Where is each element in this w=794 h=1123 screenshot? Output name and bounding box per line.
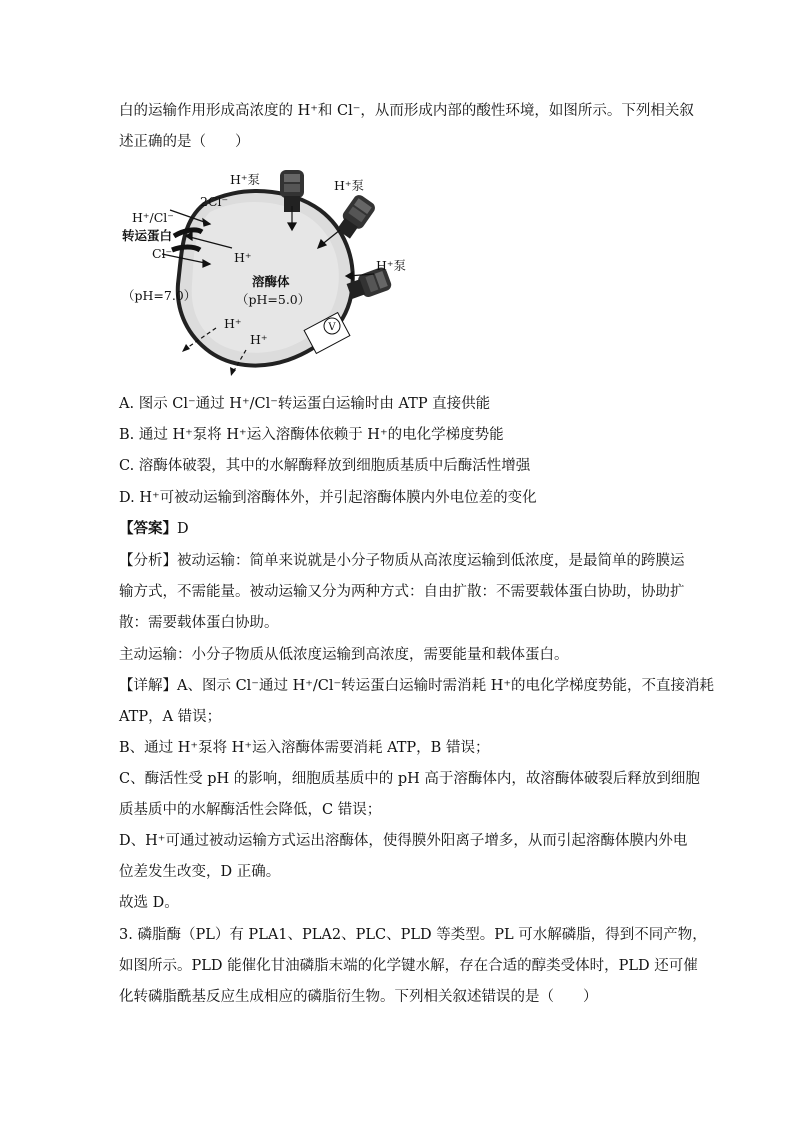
label-h-leak1: H⁺ — [224, 316, 242, 331]
label-h-pump-top: H⁺泵 — [230, 172, 260, 187]
label-h-pump-right-top: H⁺泵 — [334, 178, 364, 193]
label-ph-inside: （pH=5.0） — [236, 292, 311, 307]
question3-line2: 如图所示。PLD 能催化甘油磷脂末端的化学键水解，存在合适的醇类受体时，PLD 还可催 — [119, 958, 698, 974]
question2-stem-line1: 白的运输作用形成高浓度的 H⁺和 Cl⁻，从而形成内部的酸性环境，如图所示。下列相关叙 — [119, 103, 694, 119]
detail-line7: 位差发生改变，D 正确。 — [119, 864, 281, 880]
analysis-line2: 输方式，不需能量。被动运输又分为两种方式：自由扩散：不需要载体蛋白协助，协助扩 — [119, 584, 685, 600]
answer-value: D — [177, 521, 189, 537]
option-c: C. 溶酶体破裂，其中的水解酶释放到细胞质基质中后酶活性增强 — [119, 458, 531, 474]
label-lysosome: 溶酶体 — [252, 274, 290, 289]
analysis-line3: 散：需要载体蛋白协助。 — [119, 615, 279, 631]
detail-line1: 【详解】A、图示 Cl⁻通过 H⁺/Cl⁻转运蛋白运输时需消耗 H⁺的电化学梯度势能，不直接消耗 — [119, 678, 715, 694]
question3-line3: 化转磷脂酰基反应生成相应的磷脂衍生物。下列相关叙述错误的是（ ） — [119, 989, 598, 1005]
detail-line5: 质基质中的水解酶活性会降低，C 错误； — [119, 802, 382, 818]
answer-label: 【答案】 — [119, 520, 177, 537]
option-d: D. H⁺可被动运输到溶酶体外，并引起溶酶体膜内外电位差的变化 — [119, 490, 537, 506]
analysis-line4: 主动运输：小分子物质从低浓度运输到高浓度，需要能量和载体蛋白。 — [119, 647, 569, 663]
label-transporter-line2: 转运蛋白 — [122, 228, 173, 243]
detail-line2: ATP，A 错误； — [119, 709, 222, 725]
label-h-pump-right: H⁺泵 — [376, 258, 406, 273]
label-cl: Cl⁻ — [152, 246, 173, 261]
question3-line1: 3. 磷脂酶（PL）有 PLA1、PLA2、PLC、PLD 等类型。PL 可水解磷脂，得到不同产物， — [119, 927, 707, 943]
voltmeter-label: V — [328, 322, 336, 333]
answer-line — [119, 519, 679, 539]
label-h-inner: H⁺ — [234, 250, 252, 265]
detail-line4: C、酶活性受 pH 的影响，细胞质基质中的 pH 高于溶酶体内，故溶酶体破裂后释放到细胞 — [119, 771, 700, 787]
label-ph-outside: （pH=7.0） — [122, 288, 197, 303]
analysis-line1: 【分析】被动运输：简单来说就是小分子物质从高浓度运输到低浓度，是最简单的跨膜运 — [119, 553, 685, 569]
option-a: A. 图示 Cl⁻通过 H⁺/Cl⁻转运蛋白运输时由 ATP 直接供能 — [119, 396, 491, 412]
detail-line6: D、H⁺可通过被动运输方式运出溶酶体，使得膜外阳离子增多，从而引起溶酶体膜内外电 — [119, 833, 688, 849]
label-2cl: 2Cl⁻ — [200, 194, 229, 209]
question2-stem-line2: 述正确的是（ ） — [119, 134, 250, 150]
label-transporter-line1: H⁺/Cl⁻ — [132, 210, 174, 225]
detail-line8: 故选 D。 — [119, 895, 179, 911]
detail-line3: B、通过 H⁺泵将 H⁺运入溶酶体需要消耗 ATP，B 错误； — [119, 740, 490, 756]
label-h-leak2: H⁺ — [250, 332, 268, 347]
option-b: B. 通过 H⁺泵将 H⁺运入溶酶体依赖于 H⁺的电化学梯度势能 — [119, 427, 504, 443]
lysosome-diagram — [112, 166, 412, 384]
